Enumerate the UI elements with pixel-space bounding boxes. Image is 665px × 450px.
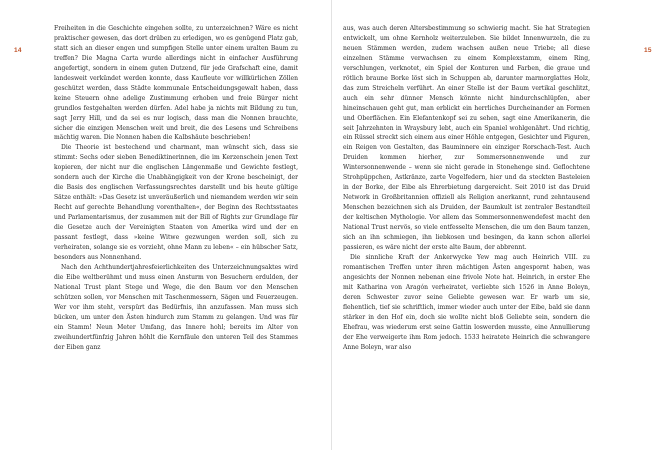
paragraph: Nach den Achthundertjahresfeierlichkeiten des Unterzeichnungsaktes wird die Eibe weltberühmt und muss einen Ansturm von Besuchern erdulden, der National Trust plant Stege und Wege, die den Baum vor den Menschen schützen sollen, vor Menschen mit Taschenmessern, Sägen und Feuerzeugen. Wer vor ihm steht, verspürt das Bedürfnis, ihn anzufassen. Man muss sich bücken, um unter den Ästen hindurch zum Stamm zu gelangen. Und was für ein Stamm! Neun Meter Umfang, das Innere hohl; bereits im Alter von zweihundertfünfzig Jahren höhlt die Kernfäule den unteren Teil des Stammes der Eiben ganz	[54, 263, 298, 351]
page-gutter	[331, 0, 332, 450]
paragraph: Die Theorie ist bestechend und charmant, man wünscht sich, dass sie stimmt: Sechs oder sieben Benediktinerinnen, die im Kerzenschein jenen Text kopieren, der nicht nur die englischen Längenmaße und Gewichte festlegt, sondern auch der Kirche die Unabhängigkeit von der Krone bescheinigt, der die Basis des englischen Verfassungsrechtes darstellt und bis heute gültige Sätze enthält: »Das Gesetz ist unveräußerlich und niemandem werden wir sein Recht auf gerechte Behandlung vorenthalten«, der Beginn des Rechtsstaates und Parlamentarismus, der zusammen mit der Bill of Rights zur Grundlage für die Gesetze auch der Vereinigten Staaten von Amerika wird und der en passant festlegt, dass »keine Witwe gezwungen werden soll, sich zu verheiraten, solange sie es vorzieht, ohne Mann zu leben« – ein hübscher Satz, besonders aus Nonnenhand.	[54, 144, 298, 261]
page-number: 14	[14, 47, 22, 54]
paragraph: Freiheiten in die Geschichte eingehen sollte, zu unterzeichnen? Wäre es nicht praktischer gewesen, das dort drüben zu erledigen, wo es genügend Platz gab, statt sich an dieser engen und sumpfigen Stelle unter einem uralten Baum zu treffen? Die Magna Carta wurde allerdings nicht in einfacher Ausführung angefertigt, sondern in einem guten Dutzend, für jede Grafschaft eine, damit landesweit verkündet werden konnte, dass Kaufleute vor willkürlichen Zöllen geschützt werden, dass Städte kommunale Entscheidungsgewalt haben, dass keine Steuern ohne adelige Zustimmung erhoben und freie Bürger nicht grundlos festgehalten werden dürfen. Adel habe ja nichts mit Bildung zu tun, sagt Jerry Hill, und da sei es nur logisch, dass man die Nonnen brauchte, sicher die einzigen Menschen weit und breit, die des Lesens und Schreibens mächtig waren. Die Nonnen haben die Kalbshäute beschrieben!	[54, 25, 298, 142]
paragraph: Die sinnliche Kraft der Ankerwycke Yew mag auch Heinrich VIII. zu romantischen Treffen unter ihren mächtigen Ästen angespornt haben, was angesichts der Nonnen nebenan eine frivole Note hat. Heinrich, in erster Ehe mit Katharina von Aragón verheiratet, verliebte sich 1526 in Anne Boleyn, deren Schwester zuvor seine Geliebte gewesen war. Er warb um sie, flehentlich, tief sie schriftlich, immer wieder auch unter der Eibe, bald sie dann stärker in den Hof ein, doch sie wollte nicht bloß Geliebte sein, sondern die Ehefrau, was wiederum erst seine Gattin loswerden musste, eine Annullierung der Ehe verweigerte ihm Rom jedoch. 1533 heiratete Heinrich die schwangere Anne Boleyn, war also	[343, 253, 590, 351]
paragraph: aus, was auch deren Altersbestimmung so schwierig macht. Sie hat Strategien entwickelt, um ohne Kernholz weiterzuleben. Sie bildet Innenwurzeln, die zu neuen Stämmen werden, zudem wachsen außen neue Triebe; all diese einzelnen Stämme verwachsen zu einem Komplexstamm, einem Ring, verschlungen, verknotet, ein Spiel der Konturen und Farben, die graue und rötlich braune Borke löst sich in Schuppen ab, darunter marmorglattes Holz, das zum Streicheln verführt. An einer Stelle ist der Baum vertikal geschlitzt, auch ein sehr dünner Mensch könnte nicht hindurchschlüpfen, aber hineinschauen geht gut, man erblickt ein herrliches Durcheinander an Formen und Oberflächen. Ein Elefantenkopf sei zu sehen, sagt eine Amerikanerin, die seit Jahrzehnten in Wraysbury lebt, auch ein Spaniel wohlgenährt. Und richtig, ein Rüssel streckt sich einem aus einer Höhle entgegen, Gesichter und Figuren, ein Reigen von Gestalten, das Bauminnere ein einziger Rorschach-Test. Auch Druiden kommen hierher, zur Sommersonnenwende und zur Wintersonnenwende – wenn sie nicht gerade in Stonehenge sind. Geflochtene Strohpüppchen, Astkränze, zarte Vogelfedern, hier und da steckten Basteleien in der Borke, der Eibe als Ehrerbietung dargereicht. Seit 2010 ist das Druid Network in Großbritannien offiziell als Religion anerkannt, rund zehntausend Menschen bezeichnen sich als Druiden, der Baumkult ist zentraler Bestandteil der keltischen Mythologie. Vor allem das Sommersonnenwendefest macht den National Trust nervös, so viele entfesselte Menschen, die um den Baum tanzen, sich an ihn schmiegen, ihn liebkosen und besingen, da kann schon allerlei passieren, es wäre nicht der erste alte Baum, der abbrennt.	[343, 25, 590, 251]
page-text	[343, 24, 590, 352]
page-number: 15	[644, 47, 652, 54]
left-page	[0, 0, 332, 450]
page-text	[54, 24, 298, 352]
right-page	[333, 0, 665, 450]
